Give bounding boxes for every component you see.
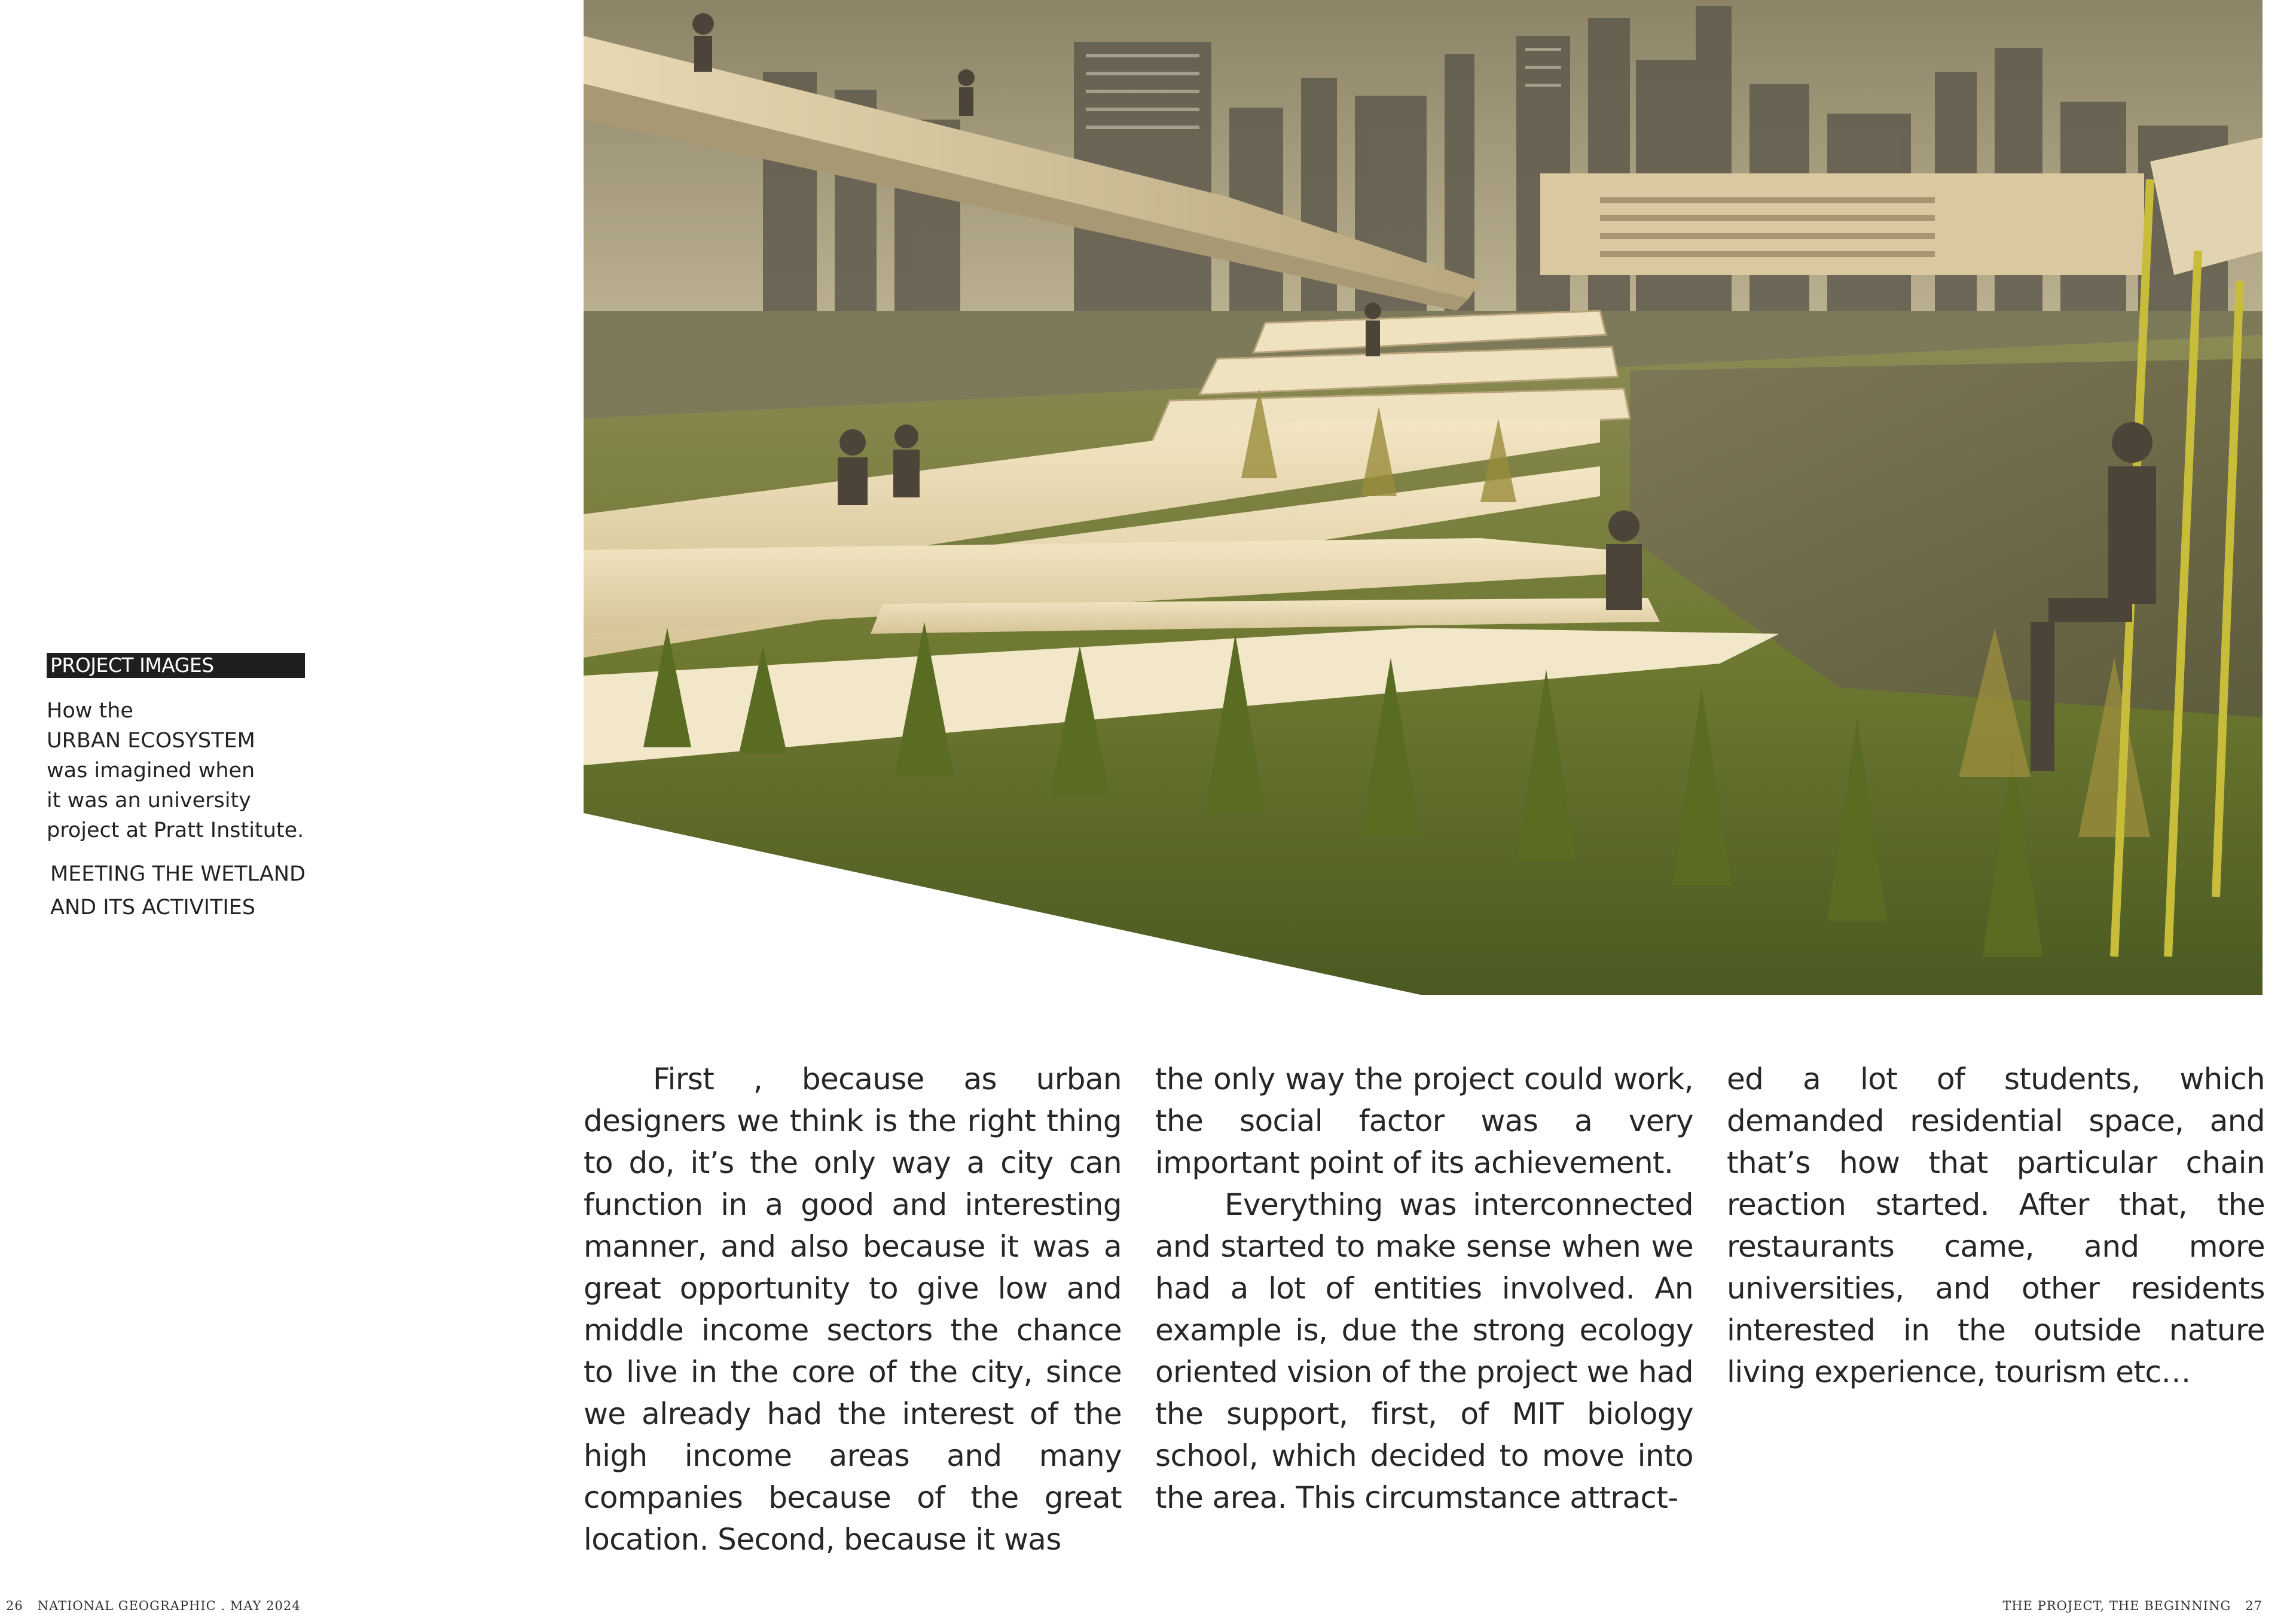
caption-line: was imagined when (47, 759, 255, 783)
article-column-3 (1727, 1058, 2265, 1393)
caption-line: URBAN ECOSYSTEM (47, 729, 255, 753)
article-paragraph: First , because as urban designers we think is the right thing to do, it’s the only way a city can function in a good and interesting manner, and also because it was a great opportunity to give low and middle income sectors the chance to live in the core of the city, since we already had the interest of the high income areas and many companies because of the great location. Second, because it was (584, 1062, 1122, 1557)
footer-left (6, 1599, 301, 1613)
page-number-left: 26 (6, 1599, 23, 1613)
footer-separator: . (221, 1599, 226, 1613)
subcaption (50, 857, 358, 924)
section-title: THE PROJECT, THE BEGINNING (2002, 1599, 2231, 1613)
hero-image (584, 0, 2263, 995)
caption-line: project at Pratt Institute. (47, 818, 304, 842)
section-tag: PROJECT IMAGES (47, 653, 305, 678)
caption-line: it was an university (47, 789, 251, 812)
article-paragraph: the only way the project could work, the social factor was a very important point of its achievement. (1155, 1062, 1693, 1180)
caption-text (47, 696, 358, 845)
subcaption-line: AND ITS ACTIVITIES (50, 896, 256, 919)
publication-name: NATIONAL GEOGRAPHIC (37, 1599, 216, 1613)
image-caption (47, 653, 358, 924)
caption-line: How the (47, 699, 133, 723)
issue-date: MAY 2024 (230, 1599, 301, 1613)
article-paragraph: ed a lot of students, which demanded residential space, and that’s how that particular chain reaction started. After that, the restaurants came, and more universities, and other residents interested in the outside nature living experience, tourism etc… (1727, 1062, 2265, 1389)
subcaption-line: MEETING THE WETLAND (50, 862, 306, 886)
article-column-2 (1155, 1058, 1693, 1519)
page-number-right: 27 (2245, 1599, 2263, 1613)
wetland-rendering-illustration (584, 0, 2263, 995)
article-column-1 (584, 1058, 1122, 1560)
footer-right (2002, 1599, 2263, 1613)
article-paragraph: Everything was interconnected and started to make sense when we had a lot of entities involved. An example is, due the strong ecology oriented vision of the project we had the support, first, of MIT biology school, which decided to move into the area. This circumstance attract- (1155, 1187, 1693, 1515)
